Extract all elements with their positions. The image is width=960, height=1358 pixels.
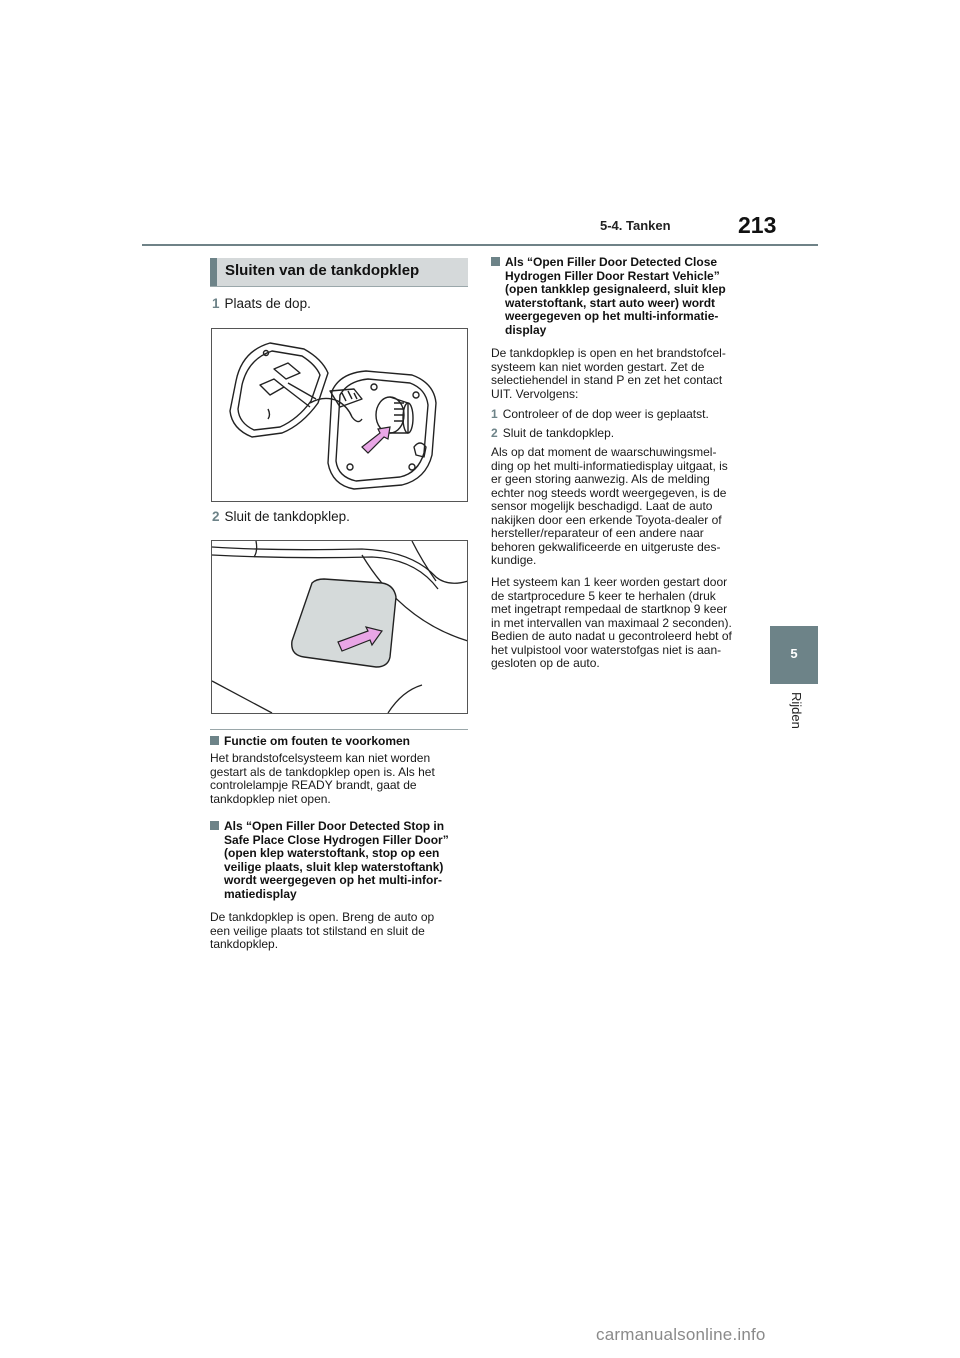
step-text: Sluit de tankdopklep.: [224, 509, 350, 524]
note-body-stop-safe: De tankdopklep is open. Breng de auto op een veilige plaats tot stilstand en sluit de tankdopklep.: [210, 910, 435, 951]
note-heading-stop-safe: Als “Open Filler Door Detected Stop in Safe Place Close Hydrogen Filler Door” (open klep waterstoftank, stop op een veilige plaats, sluit klep waterstoftank) wordt weergegeven op het multi-infor- matiedisplay: [210, 820, 472, 901]
page-number: 213: [738, 212, 777, 238]
step-number: 1: [212, 296, 220, 311]
square-bullet-icon: [491, 257, 500, 266]
notes-divider: [210, 729, 468, 730]
section-title-box: [210, 258, 468, 286]
section-title: Sluiten van de tankdopklep: [225, 262, 420, 279]
chapter-number: 5: [790, 646, 798, 661]
step-1: [212, 296, 311, 311]
substep-1: 1 Controleer of de dop weer is geplaatst.: [491, 407, 709, 421]
watermark: carmanualsonline.info: [596, 1325, 766, 1344]
note-para-restart-procedure: Het systeem kan 1 keer worden gestart door de startprocedure 5 keer te herhalen (druk met ingetrapt rempedaal de startknop 9 keer in met intervallen van maximaal 2 seconden). Bedien de auto nadat u gecontroleerd hebt of het vulpistool voor waterstofgas niet is aan- gesloten op de auto.: [491, 575, 732, 670]
chapter-label: Rijden: [789, 692, 804, 729]
note-intro-restart: De tankdopklep is open en het brandstofcel- systeem kan niet worden gestart. Zet de selectiehendel in stand P en zet het contact UIT. Vervolgens:: [491, 346, 726, 401]
section-breadcrumb: 5-4. Tanken: [600, 218, 671, 233]
figure-close-door: [211, 540, 468, 714]
figure-insert-cap: [211, 328, 468, 502]
fuel-cap-illustration: [212, 329, 467, 501]
square-bullet-icon: [210, 736, 219, 745]
note-heading-restart: Als “Open Filler Door Detected Close Hydrogen Filler Door Restart Vehicle” (open tankklep gesignaleerd, sluit klep waterstoftank, start auto weer) wordt weergegeven op het multi-informatie- display: [491, 256, 753, 337]
square-bullet-icon: [210, 821, 219, 830]
header-divider: [142, 244, 818, 246]
step-number: 2: [212, 509, 220, 524]
note-body-error-prevention: Het brandstofcelsysteem kan niet worden gestart als de tankdopklep open is. Als het controlelampje READY brandt, gaat de tankdopklep niet open.: [210, 751, 435, 806]
section-title-rule: [210, 286, 468, 287]
push-arrow-icon: [362, 427, 390, 453]
note-heading-error-prevention: Functie om fouten te voorkomen: [210, 735, 472, 749]
step-text: Plaats de dop.: [224, 296, 311, 311]
chapter-tab[interactable]: [770, 626, 818, 684]
substep-2: 2 Sluit de tankdopklep.: [491, 426, 615, 440]
note-para-warning: Als op dat moment de waarschuwingsmel- ding op het multi-informatiedisplay uitgaat, is er geen storing aanwezig. Als de melding echter nog steeds wordt weergegeven, is de sensor mogelijk beschadigd. Laat de auto nakijken door een erkende Toyota-dealer of hersteller/reparateur of een andere naar behoren gekwalificeerde en uitgeruste des- kundige.: [491, 445, 728, 567]
step-2: [212, 509, 350, 524]
close-door-illustration: [212, 541, 467, 713]
